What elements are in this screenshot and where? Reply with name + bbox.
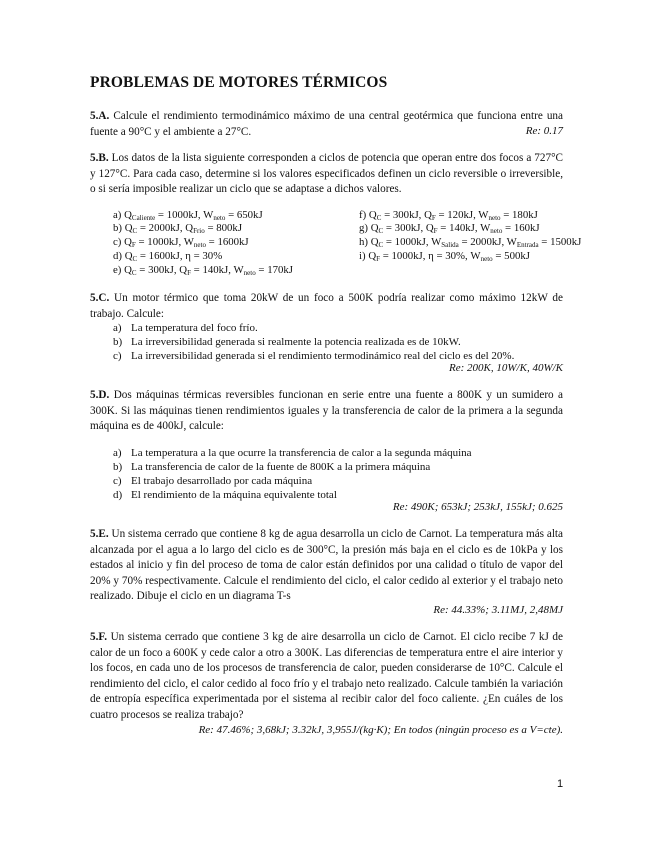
list-item: c) El trabajo desarrollado por cada máquina — [113, 475, 313, 487]
problem-5c-number: 5.C. — [90, 292, 110, 304]
problem-5d-list — [113, 446, 472, 502]
problem-5a — [90, 109, 563, 140]
page-number: 1 — [557, 778, 564, 790]
list-item: a) La temperatura del foco frío. — [113, 322, 258, 334]
case-item: a) $Q_{Caliente} = 1000kJ$, $W_{neto} = 650kJ$ — [113, 209, 263, 222]
problem-5a-number: 5.A. — [90, 110, 110, 122]
problem-5f — [90, 630, 563, 724]
problem-5d — [90, 388, 563, 435]
problem-5a-text: Calcule el rendimiento termodinámico máximo de una central geotérmica que funciona entre una fuente a 90°C y el ambiente a 27°C. — [90, 110, 563, 138]
problem-5f-answer: Re: 47.46%; 3,68kJ; 3.32kJ, 3,955J/(kg·K); En todos (ningún proceso es a V=cte). — [198, 724, 563, 736]
list-item: b) La irreversibilidad generada si realmente la potencia realizada es de 10kW. — [113, 336, 461, 348]
list-item: d) El rendimiento de la máquina equivalente total — [113, 489, 337, 501]
case-item: d) $Q_C = 1600kJ$, η = 30% — [113, 250, 223, 263]
problem-5d-answer: Re: 490K; 653kJ; 253kJ, 155kJ; 0.625 — [392, 501, 563, 513]
list-item: a) La temperatura a la que ocurre la transferencia de calor a la segunda máquina — [113, 447, 472, 459]
case-item: g) $Q_C = 300kJ$, $Q_F = 140kJ$, $W_{neto} = 160kJ$ — [359, 222, 540, 235]
case-item: f) $Q_C = 300kJ$, $Q_F = 120kJ$, $W_{neto} = 180kJ$ — [359, 209, 538, 222]
page-title: PROBLEMAS DE MOTORES TÉRMICOS — [90, 74, 388, 91]
problem-5e — [90, 527, 563, 605]
problem-5f-text: Un sistema cerrado que contiene 3 kg de aire desarrolla un ciclo de Carnot. El ciclo recibe 7 kJ de calor de un foco a 600K y cede calor a otro a 300K. Las diferencias de temperatura entre el aire interior y los focos, en cada uno de los procesos de transferencia de calor, pueden considerarse de 10°C. Calcule el rendimiento del ciclo, el calor cedido al foco frío y el trabajo neto realizado. Calcule también la variación de entropía específica experimentada por el sistema al recibir calor del foco caliente. ¿En cuáles de los cuatro procesos se realiza trabajo? — [90, 631, 563, 721]
case-item: i) $Q_F = 1000kJ$, η = 30%, $W_{neto} = 500kJ$ — [359, 250, 530, 263]
problem-5c-list — [113, 321, 514, 363]
problem-5b-number: 5.B. — [90, 152, 109, 164]
problem-5e-text: Un sistema cerrado que contiene 8 kg de agua desarrolla un ciclo de Carnot. La temperatura más alta alcanzada por el agua a lo largo del ciclo es de 300°C, la presión más baja en el ciclo es de 10kPa y los estados al inicio y fin del proceso de toma de calor están definidos por una calidad o título de vapor del 20% y 70% respectivamente. Calcule el rendimiento del ciclo, el calor cedido al exterior y el trabajo neto realizado. Dibuje el ciclo en un diagrama T-s — [90, 528, 564, 603]
case-item: c) $Q_F = 1000kJ$, $W_{neto} = 1600kJ$ — [113, 236, 249, 249]
case-item: e) $Q_C = 300kJ$, $Q_F = 140kJ$, $W_{neto} = 170kJ$ — [113, 264, 294, 277]
problem-5c-text: Un motor térmico que toma 20kW de un foco a 500K podría realizar como máximo 12kW de trabajo. Calcule: — [90, 292, 563, 320]
problem-5f-number: 5.F. — [90, 631, 107, 643]
case-item: h) $Q_C = 1000kJ$, $W_{Salida} = 2000kJ$, $W_{Entrada} = 1500kJ$ — [359, 236, 582, 249]
problem-5a-answer: Re: 0.17 — [525, 125, 563, 137]
problem-5b — [90, 151, 563, 198]
problem-5c-answer: Re: 200K, 10W/K, 40W/K — [449, 362, 563, 374]
problem-5c — [90, 291, 563, 322]
problem-5b-text: Los datos de la lista siguiente corresponden a ciclos de potencia que operan entre dos focos a 727°C y 127°C. Para cada caso, determine si los valores especificados definen un ciclo reversible o irreversible, o si sería imposible realizar un ciclo que se adaptase a dichos valores. — [90, 152, 564, 196]
problem-5e-answer: Re: 44.33%; 3.11MJ, 2,48MJ — [433, 604, 563, 616]
problem-5e-number: 5.E. — [90, 528, 109, 540]
case-item: b) $Q_C = 2000kJ$, $Q_{Frio} = 800kJ$ — [113, 222, 243, 235]
problem-5d-text: Dos máquinas térmicas reversibles funcionan en serie entre una fuente a 800K y un sumidero a 300K. Si las máquinas tienen rendimientos iguales y la transferencia de calor de la primera a la segunda máquina es de 400kJ, calcule: — [90, 389, 564, 433]
problem-5d-number: 5.D. — [90, 389, 110, 401]
list-item: b) La transferencia de calor de la fuente de 800K a la primera máquina — [113, 461, 431, 473]
list-item: c) La irreversibilidad generada si el rendimiento termodinámico real del ciclo es del 20%. — [113, 350, 515, 362]
